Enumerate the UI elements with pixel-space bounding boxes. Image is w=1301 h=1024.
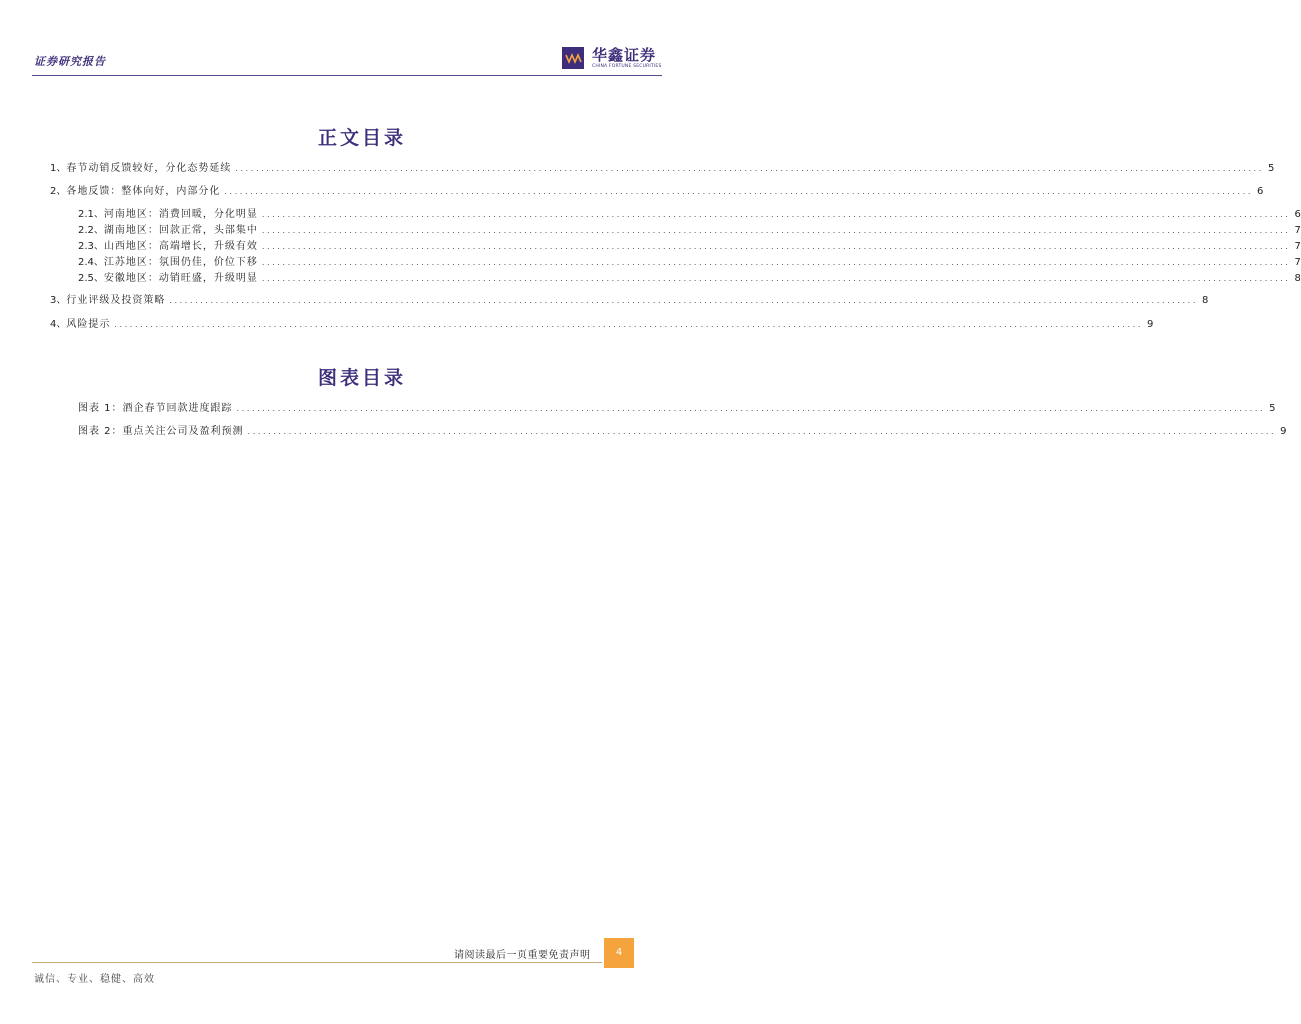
toc-entry[interactable] [50, 294, 1209, 308]
company-logo [562, 44, 662, 72]
figures-title: 图表目录 [317, 367, 406, 389]
toc-entry-number: 2.5、 [78, 273, 104, 284]
toc-entry-text: 江苏地区：氛围仍佳，价位下移 [103, 257, 258, 268]
toc-entry-number: 2.4、 [78, 257, 104, 268]
toc-entry-page: 7 [1294, 257, 1301, 268]
toc-entry[interactable] [78, 240, 1301, 254]
toc-leader-dots: ........................................................................................................................................................................................................ [114, 320, 1143, 329]
toc-entry-page: 6 [1294, 209, 1301, 220]
toc-entry[interactable] [78, 256, 1301, 270]
disclaimer-note[interactable]: 请阅读最后一页重要免责声明 [454, 950, 591, 961]
toc-entry[interactable] [78, 208, 1301, 222]
toc-entry-text: 图表 1：酒企春节回款进度跟踪 [78, 403, 233, 414]
toc-entry-page: 8 [1294, 273, 1301, 284]
toc-leader-dots: ........................................................................................................................................................................................................ [261, 242, 1291, 251]
footer-rule [32, 962, 602, 963]
logo-name-en: CHINA FORTUNE SECURITIES [592, 64, 662, 69]
toc-leader-dots: ........................................................................................................................................................................................................ [261, 258, 1291, 267]
toc-entry[interactable] [50, 162, 1275, 176]
toc-entry-text: 湖南地区：回款正常，头部集中 [103, 225, 258, 236]
toc-leader-dots: ........................................................................................................................................................................................................ [235, 164, 1264, 173]
toc-entry-page: 6 [1256, 186, 1264, 197]
toc-entry-text: 行业评级及投资策略 [66, 295, 166, 306]
toc-leader-dots: ........................................................................................................................................................................................................ [261, 226, 1291, 235]
toc-entry-text: 风险提示 [66, 319, 111, 330]
header-rule [32, 75, 662, 76]
toc-entry-text: 图表 2：重点关注公司及盈利预测 [78, 426, 244, 437]
toc-leader-dots: ........................................................................................................................................................................................................ [224, 187, 1253, 196]
toc-leader-dots: ........................................................................................................................................................................................................ [247, 427, 1277, 436]
toc-entry-page: 7 [1294, 225, 1301, 236]
toc-entry-number: 2、 [50, 186, 67, 197]
toc-entry-number: 2.3、 [78, 241, 104, 252]
toc-title: 正文目录 [317, 127, 406, 149]
page-number-badge: 4 [604, 938, 634, 968]
toc-leader-dots: ........................................................................................................................................................................................................ [236, 404, 1266, 413]
toc-entry[interactable] [78, 402, 1276, 416]
toc-entry-text: 河南地区：消费回暖，分化明显 [103, 209, 258, 220]
toc-entry-text: 春节动销反馈较好，分化态势延续 [66, 163, 232, 174]
toc-entry-page: 9 [1280, 426, 1287, 437]
toc-entry-number: 2.1、 [78, 209, 104, 220]
toc-entry-page: 5 [1267, 163, 1275, 174]
toc-leader-dots: ........................................................................................................................................................................................................ [261, 274, 1291, 283]
toc-entry-text: 各地反馈：整体向好，内部分化 [66, 186, 221, 197]
toc-entry-number: 1、 [50, 163, 67, 174]
toc-entry-number: 2.2、 [78, 225, 104, 236]
toc-entry-text: 安徽地区：动销旺盛，升级明显 [103, 273, 258, 284]
toc-entry[interactable] [50, 185, 1264, 199]
toc-leader-dots: ........................................................................................................................................................................................................ [261, 210, 1291, 219]
toc-entry[interactable] [78, 272, 1301, 286]
toc-leader-dots: ........................................................................................................................................................................................................ [169, 296, 1198, 305]
toc-entry[interactable] [78, 425, 1287, 439]
logo-name-cn: 华鑫证券 [592, 46, 657, 64]
toc-entry-page: 9 [1146, 319, 1154, 330]
toc-entry-number: 3、 [50, 295, 67, 306]
footer-motto: 诚信、专业、稳健、高效 [34, 974, 155, 985]
toc-entry-text: 山西地区：高端增长，升级有效 [103, 241, 258, 252]
toc-entry-page: 8 [1201, 295, 1209, 306]
header-label: 证券研究报告 [34, 55, 106, 68]
toc-entry-page: 5 [1269, 403, 1276, 414]
toc-entry[interactable] [78, 224, 1301, 238]
logo-mark-icon [562, 47, 584, 69]
toc-entry-page: 7 [1294, 241, 1301, 252]
toc-entry[interactable] [50, 318, 1154, 332]
toc-entry-number: 4、 [50, 319, 67, 330]
